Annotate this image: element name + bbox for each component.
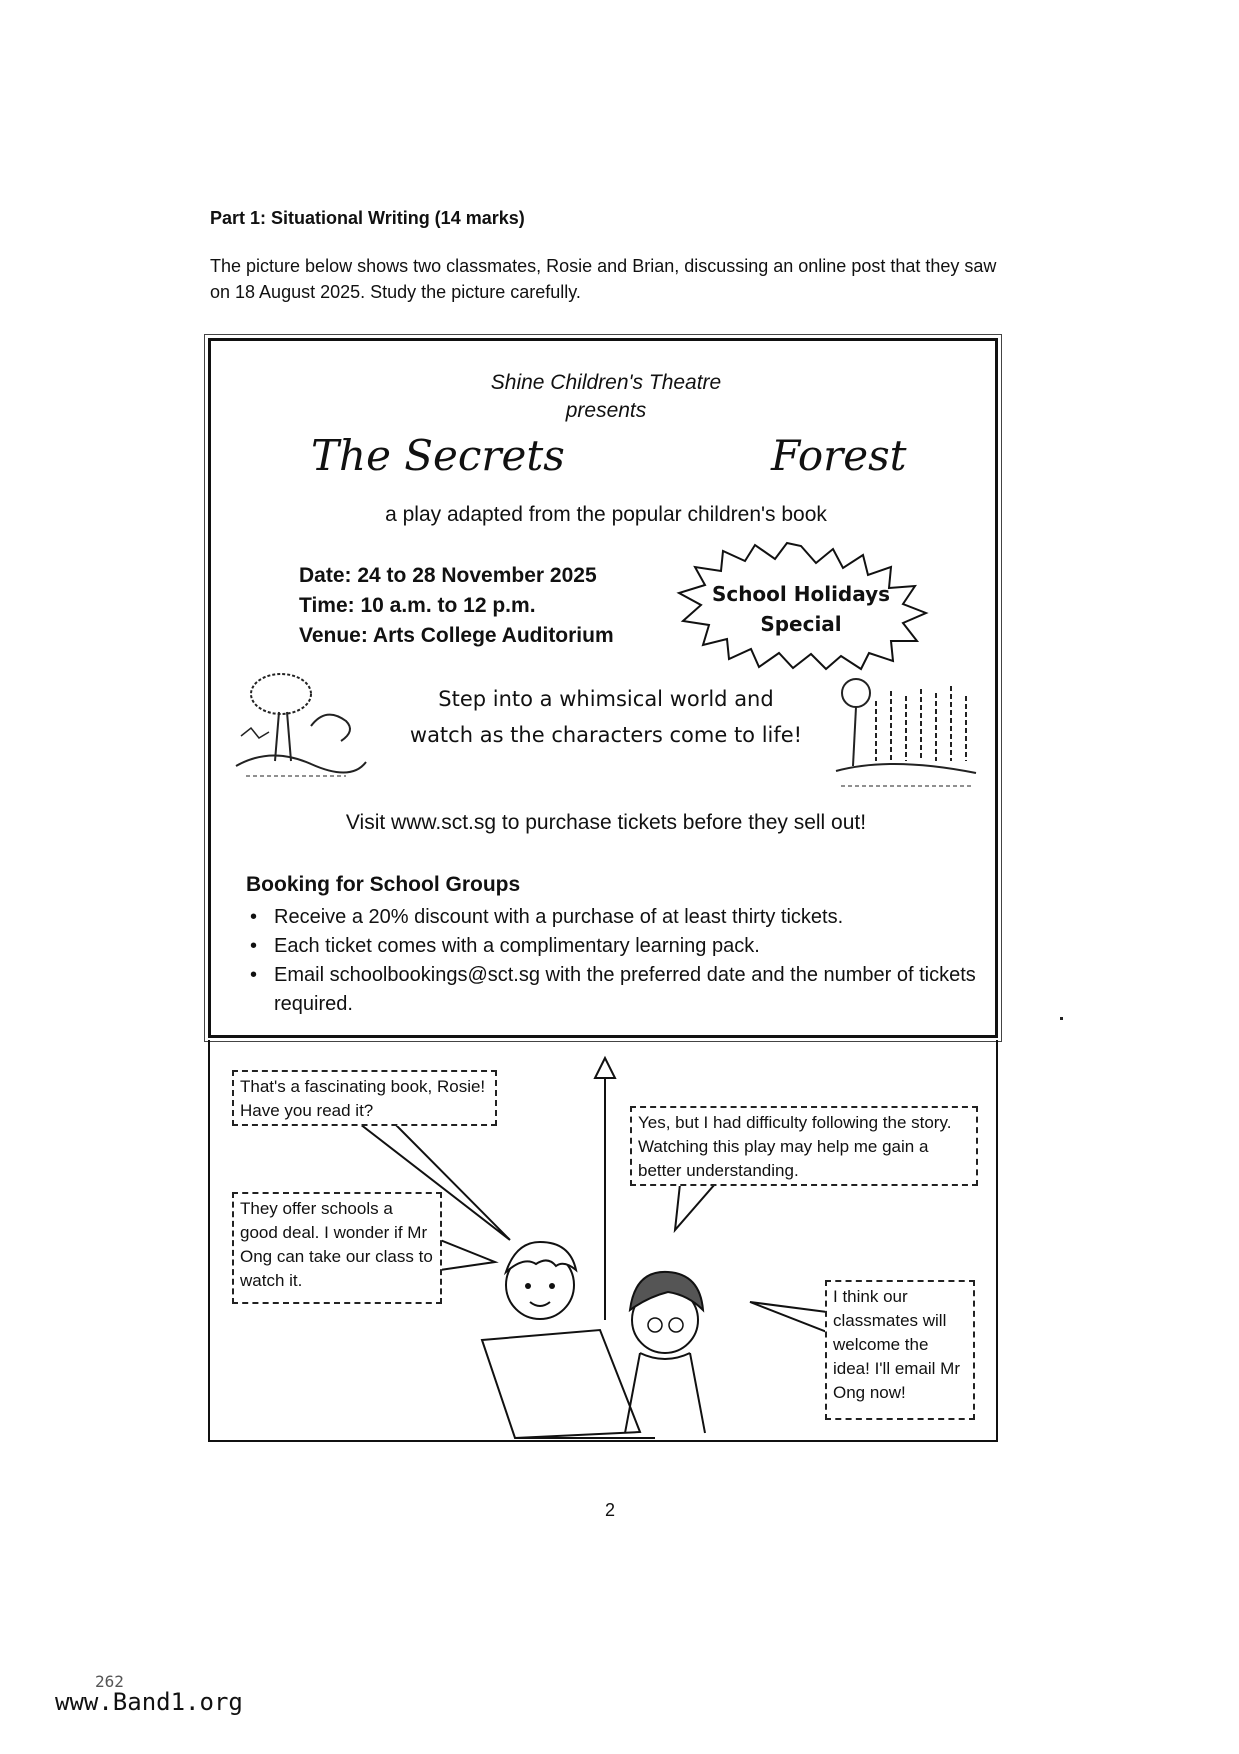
visit-website-text: Visit www.sct.sg to purchase tickets before they sell out! — [345, 811, 867, 834]
play-title-part1: The Secrets — [311, 431, 565, 480]
comic-scene — [208, 1040, 998, 1442]
rosie-figure-icon — [625, 1272, 705, 1433]
arrow-head-icon — [595, 1058, 615, 1078]
laptop-icon — [482, 1330, 655, 1438]
instructions-text: The picture below shows two classmates, Rosie and Brian, discussing an online post that they saw on 18 August 2025. Study the picture carefully. — [210, 256, 997, 302]
speech-bubble-brian-2: They offer schools a good deal. I wonder if Mr Ong can take our class to watch it. — [232, 1192, 442, 1304]
section-heading: Part 1: Situational Writing (14 marks) — [210, 208, 525, 228]
bubble3-tail — [675, 1184, 715, 1230]
tagline-line2: watch as the characters come to life! — [409, 723, 803, 747]
booking-item-learning-pack: • Each ticket comes with a complimentary learning pack. — [246, 932, 986, 961]
tagline-line1: Step into a whimsical world and — [438, 687, 774, 711]
bubble4-tail — [750, 1302, 827, 1332]
event-time: Time: 10 a.m. to 12 p.m. — [299, 594, 536, 617]
play-subtitle: a play adapted from the popular children's book — [385, 503, 827, 526]
scan-speck — [1060, 1017, 1063, 1020]
bubble2-tail — [440, 1240, 495, 1270]
play-title-part2: Forest — [771, 431, 907, 480]
speech-bubble-rosie-1: Yes, but I had difficulty following the story. Watching this play may help me gain a better understanding. — [630, 1106, 978, 1186]
booking-item-discount: • Receive a 20% discount with a purchase of at least thirty tickets. — [246, 903, 986, 932]
school-holidays-special-badge — [671, 579, 931, 639]
footer-page-number: 262 — [95, 1672, 124, 1691]
booking-list — [246, 903, 986, 1019]
event-venue: Venue: Arts College Auditorium — [299, 624, 614, 647]
event-date: Date: 24 to 28 November 2025 — [299, 564, 597, 587]
booking-heading: Booking for School Groups — [246, 873, 521, 896]
footer-url: www.Band1.org — [55, 1688, 243, 1716]
tagline — [211, 681, 1001, 753]
presenter-block — [211, 369, 1001, 425]
presenter-name: Shine Children's Theatre — [490, 371, 722, 394]
speech-bubble-rosie-2: I think our classmates will welcome the idea! I'll email Mr Ong now! — [825, 1280, 975, 1420]
speech-bubble-brian-1: That's a fascinating book, Rosie! Have you read it? — [232, 1070, 497, 1126]
event-details — [299, 561, 614, 651]
booking-item-email: • Email schoolbookings@sct.sg with the preferred date and the number of tickets required. — [246, 961, 986, 1019]
badge-line1: School Holidays — [711, 582, 891, 606]
badge-line2: Special — [760, 612, 842, 636]
online-post-poster — [208, 338, 998, 1038]
page-number: 2 — [605, 1500, 616, 1520]
presents-label: presents — [565, 399, 647, 422]
brian-figure-icon — [506, 1242, 576, 1319]
